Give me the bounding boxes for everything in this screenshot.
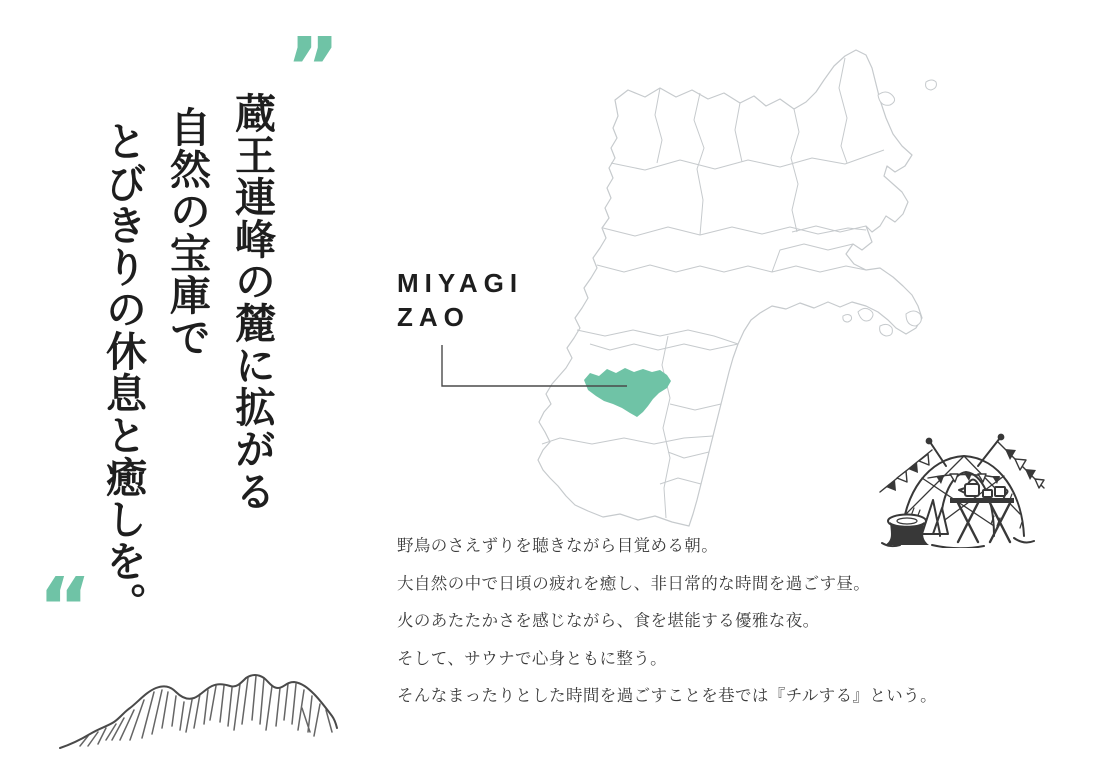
- close-quote-icon: ”: [286, 21, 340, 116]
- table-legs: [958, 503, 1010, 542]
- intro-line: 火のあたたかさを感じながら、食を堪能する優雅な夜。: [397, 612, 820, 631]
- kettle: [965, 484, 979, 496]
- miyagi-prefecture-map: [430, 45, 950, 537]
- intro-line: 野鳥のさえずりを聴きながら目覚める朝。: [397, 537, 719, 555]
- cup: [983, 490, 992, 497]
- pole-knob: [999, 435, 1004, 440]
- headline-column-1: 蔵王連峰の麓に拡がる: [229, 92, 276, 512]
- intro-line: 大自然の中で日頃の疲れを癒し、非日常的な時間を過ごす昼。: [397, 574, 871, 593]
- intro-paragraph: [397, 528, 957, 716]
- label-line-zao: ZAO: [397, 302, 470, 332]
- dome-tent-sketch: [876, 430, 1048, 548]
- pole-knob: [927, 439, 932, 444]
- open-quote-icon: “: [38, 561, 92, 656]
- mug: [995, 487, 1005, 496]
- table-top: [950, 498, 1014, 503]
- intro-line: そんなまったりとした時間を過ごすことを巷では『チルする』という。: [397, 687, 937, 706]
- mountain-hatching: [80, 676, 332, 746]
- label-line-miyagi: MIYAGI: [397, 268, 524, 298]
- prefecture-outline: [538, 50, 922, 526]
- mountain-range-sketch: [58, 648, 338, 753]
- intro-line: そして、サウナで心身ともに整う。: [397, 649, 668, 668]
- camp-chair-sketch: [922, 500, 948, 534]
- headline-column-3: とびきりの休息と癒しを。: [100, 120, 147, 624]
- headline-column-2: 自然の宝庫で: [164, 106, 211, 358]
